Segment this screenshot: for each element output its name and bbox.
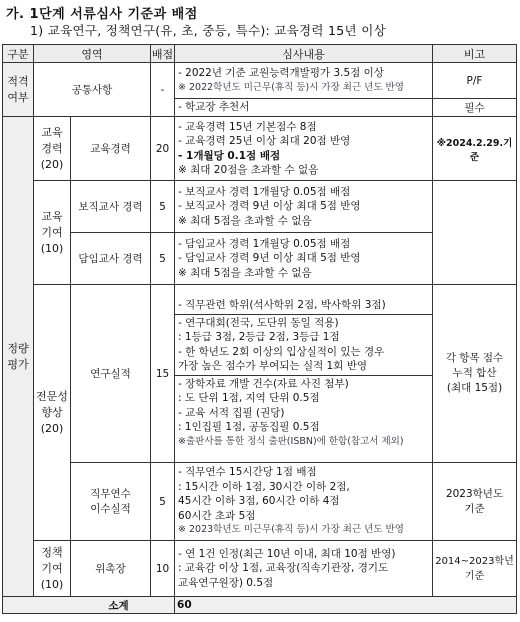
section-subtitle: 1) 교육연구, 정책연구(유, 초, 중등, 특수): 교육경력 15년 이상 (30, 23, 386, 38)
note-cell: 2023학년도 기준 (433, 463, 517, 541)
table-row (3, 285, 517, 463)
group-quantitative: 정량 평가 (3, 117, 34, 597)
area-edu-exp: 교육경력 (71, 117, 151, 181)
group-eligibility: 적격 여부 (3, 63, 34, 117)
content-cell: - 직무연수 15시간당 1점 배점 : 15시간 이하 1점, 30시간 이하 2점, 45시간 이하 3점, 60시간 이하 4점 60시간 초과 5점 ※ 2023학년도 미근무(휴직 등)시 가장 최근 년도 반영 (175, 463, 433, 541)
content-cell: - 연 1건 인정(최근 10년 이내, 최대 10점 반영) : 교육감 이상 1점, 교육장(직속기관장, 경기도 교육연구원장) 0.5점 (175, 541, 433, 597)
note-cell (433, 181, 517, 285)
area-common: 공통사항 (34, 63, 151, 117)
area-homeroom-teacher: 담임교사 경력 (71, 233, 151, 285)
content-cell: - 2022년 기준 교원능력개발평가 3.5점 이상 ※ 2022학년도 미근무(휴직 등)시 가장 최근 년도 반영 (175, 63, 433, 99)
research-block-publication: - 장학자료 개발 건수(자료 사진 첨부) : 도 단위 1점, 지역 단위 0.5점 - 교육 서적 집필 (권당) : 1인집필 1점, 공동집필 0.5점 ※출판사를 통한 정식 출판(ISBN)에 한함(참고서 제외) (175, 375, 432, 451)
note-cell: P/F (433, 63, 517, 99)
content-cell: - 담임교사 경력 1개월당 0.05점 배점 - 담임교사 경력 9년 이상 최대 5점 반영 ※ 최대 5점을 초과할 수 없음 (175, 233, 433, 285)
note-cell: 필수 (433, 99, 517, 117)
content-cell: - 교육경력 15년 기본점수 8점 - 교육경력 25년 이상 최대 20점 반영 - 1개월당 0.1점 배점 ※ 최대 20점을 초과할 수 없음 (175, 117, 433, 181)
total-row (3, 597, 517, 614)
table-row (3, 117, 517, 181)
score-research: 15 (151, 285, 175, 463)
content-cell: - 보직교사 경력 1개월당 0.05점 배점 - 보직교사 경력 9년 이상 최대 5점 반영 ※ 최대 5점을 초과할 수 없음 (175, 181, 433, 233)
note-cell: ※2024.2.29.기준 (433, 117, 517, 181)
table-row (3, 541, 517, 597)
table-row (3, 181, 517, 233)
header-row (3, 45, 517, 63)
header-content: 심사내용 (175, 45, 433, 63)
note-cell: 각 항목 점수 누적 합산 (최대 15점) (433, 285, 517, 463)
header-note: 비고 (433, 45, 517, 63)
header-score: 배점 (151, 45, 175, 63)
category-edu-exp: 교육 경력 (20) (34, 117, 71, 181)
content-cell (175, 285, 433, 463)
score-homeroom-teacher: 5 (151, 233, 175, 285)
area-head-teacher: 보직교사 경력 (71, 181, 151, 233)
category-expertise: 전문성 향상 (20) (34, 285, 71, 541)
table-row (3, 463, 517, 541)
area-research: 연구실적 (71, 285, 151, 463)
criteria-table (2, 44, 517, 614)
research-block-degree: - 직무관련 학위(석사학위 2점, 박사학위 3점) (178, 299, 386, 311)
score-common: - (151, 63, 175, 117)
header-group: 구분 (3, 45, 34, 63)
score-appointment: 10 (151, 541, 175, 597)
area-appointment: 위촉장 (71, 541, 151, 597)
research-block-contest: - 연구대회(전국, 도단위 동일 적용) : 1등급 3점, 2등급 2점, 3등급 1점 - 한 학년도 2회 이상의 입상실적이 있는 경우 가장 높은 점수가 부여되는 실적 1회 반영 (175, 314, 432, 375)
score-training: 5 (151, 463, 175, 541)
table-row (3, 63, 517, 99)
content-cell: - 학교장 추천서 (175, 99, 433, 117)
category-edu-contrib: 교육 기여 (10) (34, 181, 71, 285)
score-head-teacher: 5 (151, 181, 175, 233)
header-area: 영역 (34, 45, 151, 63)
area-training: 직무연수 이수실적 (71, 463, 151, 541)
section-title: 가. 1단계 서류심사 기준과 배점 (6, 7, 198, 22)
score-edu-exp: 20 (151, 117, 175, 181)
category-policy: 정책 기여 (10) (34, 541, 71, 597)
total-label: 소계 (3, 597, 175, 614)
total-score: 60 (175, 597, 517, 614)
note-cell: 2014~2023학년 기준 (433, 541, 517, 597)
